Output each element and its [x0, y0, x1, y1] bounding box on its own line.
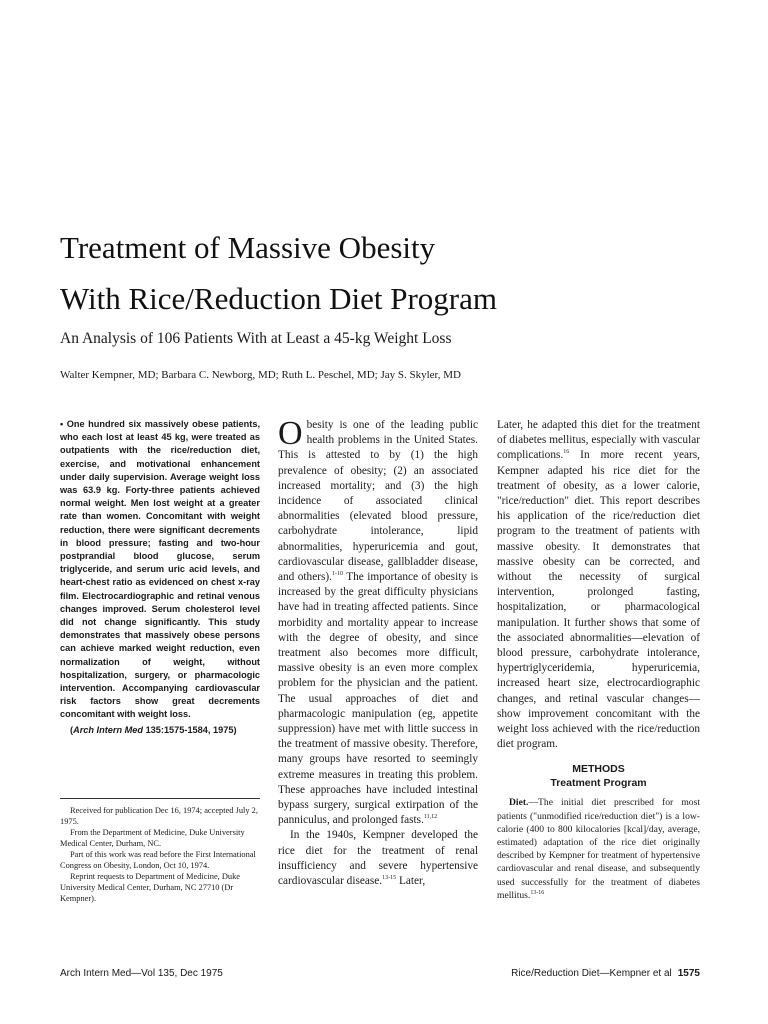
page-number: 1575	[677, 968, 700, 979]
diet-paragraph	[497, 796, 700, 902]
citation-details: 135:1575-1584, 1975	[145, 724, 234, 735]
citation-journal: Arch Intern Med	[73, 724, 143, 735]
footnote-reprints: Reprint requests to Department of Medicine, Duke University Medical Center, Durham, NC 27710 (Dr Kempner).	[60, 872, 241, 903]
journal-footer: Arch Intern Med—Vol 135, Dec 1975	[60, 968, 223, 979]
running-footer	[511, 968, 700, 979]
ref-superscript: 11,12	[423, 814, 438, 821]
ref-superscript: 13-16	[530, 889, 545, 896]
ref-superscript: 1-10	[331, 571, 343, 578]
footnote-received: Received for publication Dec 16, 1974; accepted July 2, 1975.	[60, 806, 258, 826]
abstract-text: One hundred six massively obese patients, who each lost at least 45 kg, were treated as outpatients with the rice/reduction diet, exercise, and motivational enhancement under daily supervision. Average weight loss was 63.9 kg. Forty-three patients achieved normal weight. Men lost weight at a greater rate than women. Concomitant with weight reduction, there were significant decrements in blood pressure; fasting and two-hour postprandial blood glucose, serum triglyceride, and serum uric acid levels, and heart-chest ratio as evidenced on chest x-ray film. Electrocardiographic and retinal venous changes improved. Serum cholesterol level did not change significantly. This study demonstrates that massively obese persons can achieve marked weight reduction, even normalization of weight, without hospitalization, surgery, or pharmacologic intervention. Accompanying cardiovascular risk factors show great decrements concomitant with weight loss.	[60, 419, 260, 720]
history-text-b: Later, he adapted this diet for the treatment of diabetes mellitus, especially with vascular complications.	[497, 419, 700, 462]
intro-paragraph	[278, 415, 478, 828]
author-list: Walter Kempner, MD; Barbara C. Newborg, MD; Ruth L. Peschel, MD; Jay S. Skyler, MD	[60, 369, 462, 381]
intro-text-a: besity is one of the leading public health problems in the United States. This is attested to by (1) the high prevalence of obesity; (2) an associated increased mortality; and (3) the high incidence of associated clinical abnormalities (elevated blood pressure, carbohydrate intolerance, lipid abnormalities, hyperuricemia and gout, cardiovascular disease, gallbladder disease, and others).	[278, 419, 478, 584]
abstract-citation: (Arch Intern Med 135:1575-1584, 1975)	[70, 724, 237, 735]
diet-run-in-heading: Diet.	[509, 797, 529, 809]
ref-superscript: 13-15	[382, 875, 397, 882]
footnotes	[60, 798, 260, 904]
intro-text-b: The importance of obesity is increased by the great difficulty physicians have had in treating affected patients. Since morbidity and mortality appear to increase with the degree of obesity, and since treatment also becomes more difficult, massive obesity is an even more complex problem for the physician and the patient. The usual approaches of diet and pharmacologic manipulation (eg, appetite suppression) have met with little success in the treatment of massive obesity. Therefore, many groups have resorted to seemingly extreme measures in treating this problem. These approaches have included intestinal bypass surgery, surgical extirpation of the panniculus, and prolonged fasts.	[278, 571, 478, 827]
body-column-1	[278, 415, 478, 889]
methods-heading: METHODS	[572, 763, 625, 776]
footnote-presentation: Part of this work was read before the First International Congress on Obesity, London, Oct 10, 1974.	[60, 850, 256, 870]
diet-text: —The initial diet prescribed for most patients ("unmodified rice/reduction diet") is a low-calorie (400 to 800 kilocalories [kcal]/day, average, estimated) adaptation of the rice diet originally described by Kempner for treatment of hypertensive cardiovascular and renal disease, and subsequently used successfully for the treatment of diabetes mellitus.	[497, 797, 700, 901]
treatment-program-heading: Treatment Program	[550, 777, 647, 790]
abstract	[60, 418, 260, 737]
ref-superscript: 16	[563, 449, 570, 456]
abstract-bullet: •	[60, 419, 64, 429]
article-title-line-2: With Rice/Reduction Diet Program	[60, 281, 497, 316]
article-title-line-1: Treatment of Massive Obesity	[60, 230, 436, 265]
running-title: Rice/Reduction Diet—Kempner et al	[511, 968, 672, 979]
drop-cap: O	[278, 415, 303, 452]
history-text-a: In the 1940s, Kempner developed the rice diet for the treatment of renal insufficiency and severe hypertensive cardiovascular disease.	[278, 829, 478, 888]
history-continued	[497, 418, 700, 752]
history-paragraph: In the 1940s, Kempner developed the rice diet for the treatment of renal insufficiency and severe hypertensive cardiovascular disease.$^{13-15}$ Later,	[278, 829, 478, 888]
history-text-c: In more recent years, Kempner adapted his rice diet for the treatment of obesity, as a lower calorie, "rice/reduction" diet. This report describes his application of the rice/reduction diet program to the treatment of patients with massive obesity. It demonstrates that massive obesity can be corrected, and without the necessity of surgical intervention, prolonged fasting, hospitalization, or pharmacological manipulation. It further shows that some of the associated abnormalities—elevation of blood pressure, carbohydrate intolerance, hypertriglyceridemia, hyperuricemia, increased heart size, electrocardiographic changes, and retinal vascular changes—show improvement concomitant with the weight loss achieved with the rice/reduction diet program.	[497, 449, 700, 751]
article-subtitle: An Analysis of 106 Patients With at Least a 45-kg Weight Loss	[60, 330, 452, 347]
footnote-affiliation: From the Department of Medicine, Duke University Medical Center, Durham, NC.	[60, 828, 245, 848]
body-column-2	[497, 418, 700, 902]
